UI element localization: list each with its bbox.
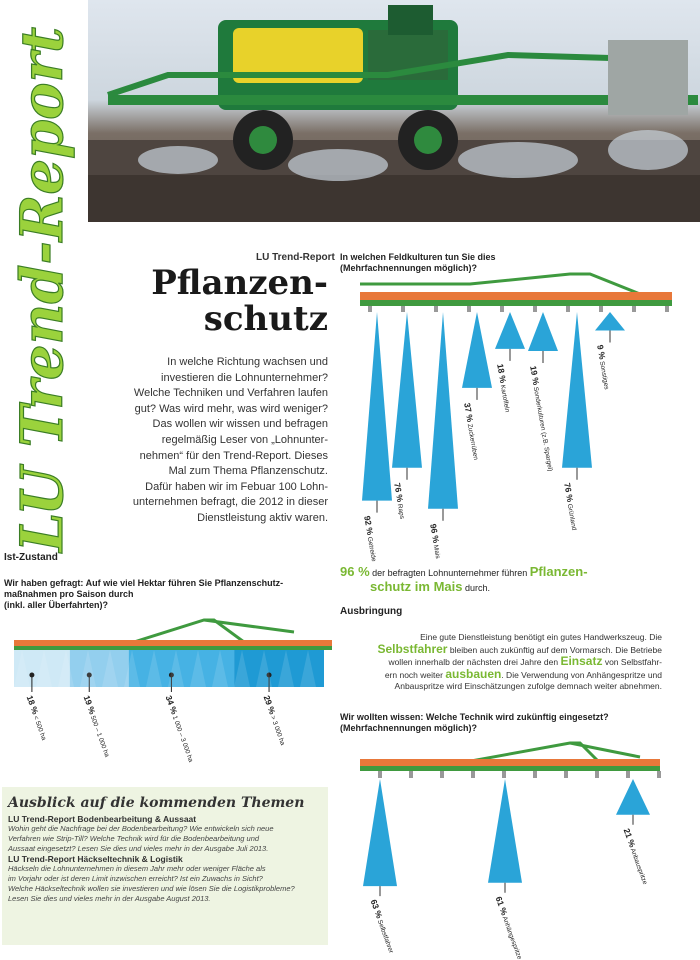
sprayer-illustration (88, 0, 700, 222)
tech-label-0: 63 % Selbstfahrer (368, 898, 395, 955)
tech-question: Wir wollten wissen: Welche Technik wird zukünftig eingesetzt? (Mehrfachnennungen möglich)? (340, 712, 609, 733)
intro-text: In welche Richtung wachsen und investieren die Lohnunternehmer? Welche Techniken und Verfahren laufen gut? Was wird mehr, was wird weniger? Das wollen wir wissen und befragen regelmäßig Leser von „Lohnunter- nehmen“ für den Trend-Report. Dieses Mal zum Thema Pflanzenschutz. Dafür haben wir im Febuar 100 Lohn- unternehmen befragt, die 2012 in dieser Dienstleistung aktiv waren. (132, 356, 328, 524)
tech-nozzle (440, 771, 444, 778)
tech-nozzle (378, 771, 382, 778)
ausbringung-text: Eine gute Dienstleistung benötigt ein gutes Handwerkszeug. Die Selbstfahrer bleiben auch zukünftig auf dem Vormarsch. Die Betriebe wollen innerhalb der nächsten drei Jahre den Einsatz von Selbstfahr- ern noch weiter ausbauen. Die Verwendung von Anhängespritze und Anbauspritze wird Einschätzungen zufolge demnach weiter abnehmen. (377, 632, 662, 691)
crops-nozzle (566, 306, 570, 312)
tech-label-1: 61 % Anhängespritze (493, 894, 523, 960)
crops-nozzle (632, 306, 636, 312)
sprayer-photo (88, 0, 700, 222)
crops-nozzle (434, 306, 438, 312)
crops-bar-3 (462, 312, 492, 388)
tech-label-2: 21 % Anbauspritze (621, 826, 649, 886)
crops-label-5: 19 % Sonderkulturen (z.B. Spargel) (528, 364, 554, 472)
crops-nozzle (368, 306, 372, 312)
hectares-question: Wir haben gefragt: Auf wie viel Hektar führen Sie Pflanzenschutz- maßnahmen pro Saison durch (inkl. aller Überfahrten)? (4, 578, 284, 610)
tech-bar-1 (488, 779, 522, 883)
hectare-label-1: 19 % 500 – 1 000 ha (81, 694, 111, 759)
tech-nozzle (595, 771, 599, 778)
crops-boom (360, 274, 672, 306)
crops-nozzle (467, 306, 471, 312)
hectare-label-3: 29 % > 3 000 ha (261, 694, 287, 747)
crops-question: In welchen Feldkulturen tun Sie dies (Mehrfachnennungen möglich)? (340, 252, 496, 273)
maize-fact: 96 % der befragten Lohnunternehmer führen Pflanzen- schutz im Mais durch. (340, 564, 588, 594)
crops-label-6: 76 % Grünland (562, 481, 578, 531)
tech-nozzle (564, 771, 568, 778)
side-title (0, 12, 80, 557)
hectare-label-2: 34 % 1 000 – 3 000 ha (163, 694, 195, 764)
crops-label-3: 37 % Zuckerrüben (462, 401, 480, 461)
hectares-boom (14, 620, 332, 650)
tech-nozzle (657, 771, 661, 778)
crops-nozzle (599, 306, 603, 312)
outlook-topic-2: LU Trend-Report Häckseltechnik & Logistik (8, 854, 183, 864)
crops-nozzle (533, 306, 537, 312)
crops-bar-7 (595, 312, 625, 330)
crops-chart (340, 270, 680, 570)
crops-bar-5 (528, 312, 558, 351)
crops-label-4: 18 % Kartoffeln (495, 362, 511, 413)
tech-nozzle (626, 771, 630, 778)
outlook-heading: Ausblick auf die kommenden Themen (8, 795, 305, 811)
tech-nozzle (502, 771, 506, 778)
crops-bar-0 (362, 312, 392, 501)
crops-label-0: 92 % Getreide (362, 514, 378, 562)
outlook-text-1: Wohin geht die Nachfrage bei der Bodenbearbeitung? Wie entwickeln sich neue Verfahren wie Strip-Till? Welche Technik wird für die Bodenbearbeitung und Aussaat eingesetzt? Lesen Sie dies und vieles mehr in der Ausgabe Juli 2013. (8, 824, 274, 853)
kicker: LU Trend-Report (256, 252, 335, 263)
tech-bar-0 (363, 779, 397, 886)
outlook-box (2, 787, 328, 945)
crops-label-1: 76 % Raps (392, 481, 406, 520)
page-title: Pflanzen- schutz (151, 263, 328, 339)
crops-nozzle (500, 306, 504, 312)
hectare-bar-1 (70, 650, 129, 687)
tech-bar-2 (616, 779, 650, 815)
crops-bar-2 (428, 312, 458, 509)
crops-nozzle (665, 306, 669, 312)
crops-nozzle (401, 306, 405, 312)
outlook-text-2: Häckseln die Lohnunternehmen in diesem Jahr mehr oder weniger Fläche als im Vorjahr oder ist deren Limit inzwischen erreicht? Ist ein Zuwachs in Sicht? Welche Häckseltechnik wollen sie investieren und wie lösen Sie die Logistikprobleme? Lesen Sie dies und vieles mehr in der Ausgabe August 2013. (8, 864, 295, 903)
crops-label-2: 96 % Mais (428, 522, 442, 559)
ausbringung-heading: Ausbringung (340, 606, 403, 617)
ist-zustand-label: Ist-Zustand (4, 552, 58, 563)
crops-bar-1 (392, 312, 422, 468)
crops-boom-orange (360, 292, 672, 300)
crops-label-7: 9 % Sonstiges (595, 344, 610, 391)
outlook-topic-1: LU Trend-Report Bodenbearbeitung & Aussaat (8, 814, 197, 824)
side-title-text: LU Trend-Report (8, 12, 76, 552)
tech-nozzle (409, 771, 413, 778)
tech-nozzle (471, 771, 475, 778)
crops-bar-4 (495, 312, 525, 349)
hectare-label-0: 18 % < 500 ha (24, 694, 48, 742)
crops-bar-6 (562, 312, 592, 468)
crops-boom-green (360, 300, 672, 306)
tech-boom (360, 743, 660, 771)
tech-nozzle (533, 771, 537, 778)
